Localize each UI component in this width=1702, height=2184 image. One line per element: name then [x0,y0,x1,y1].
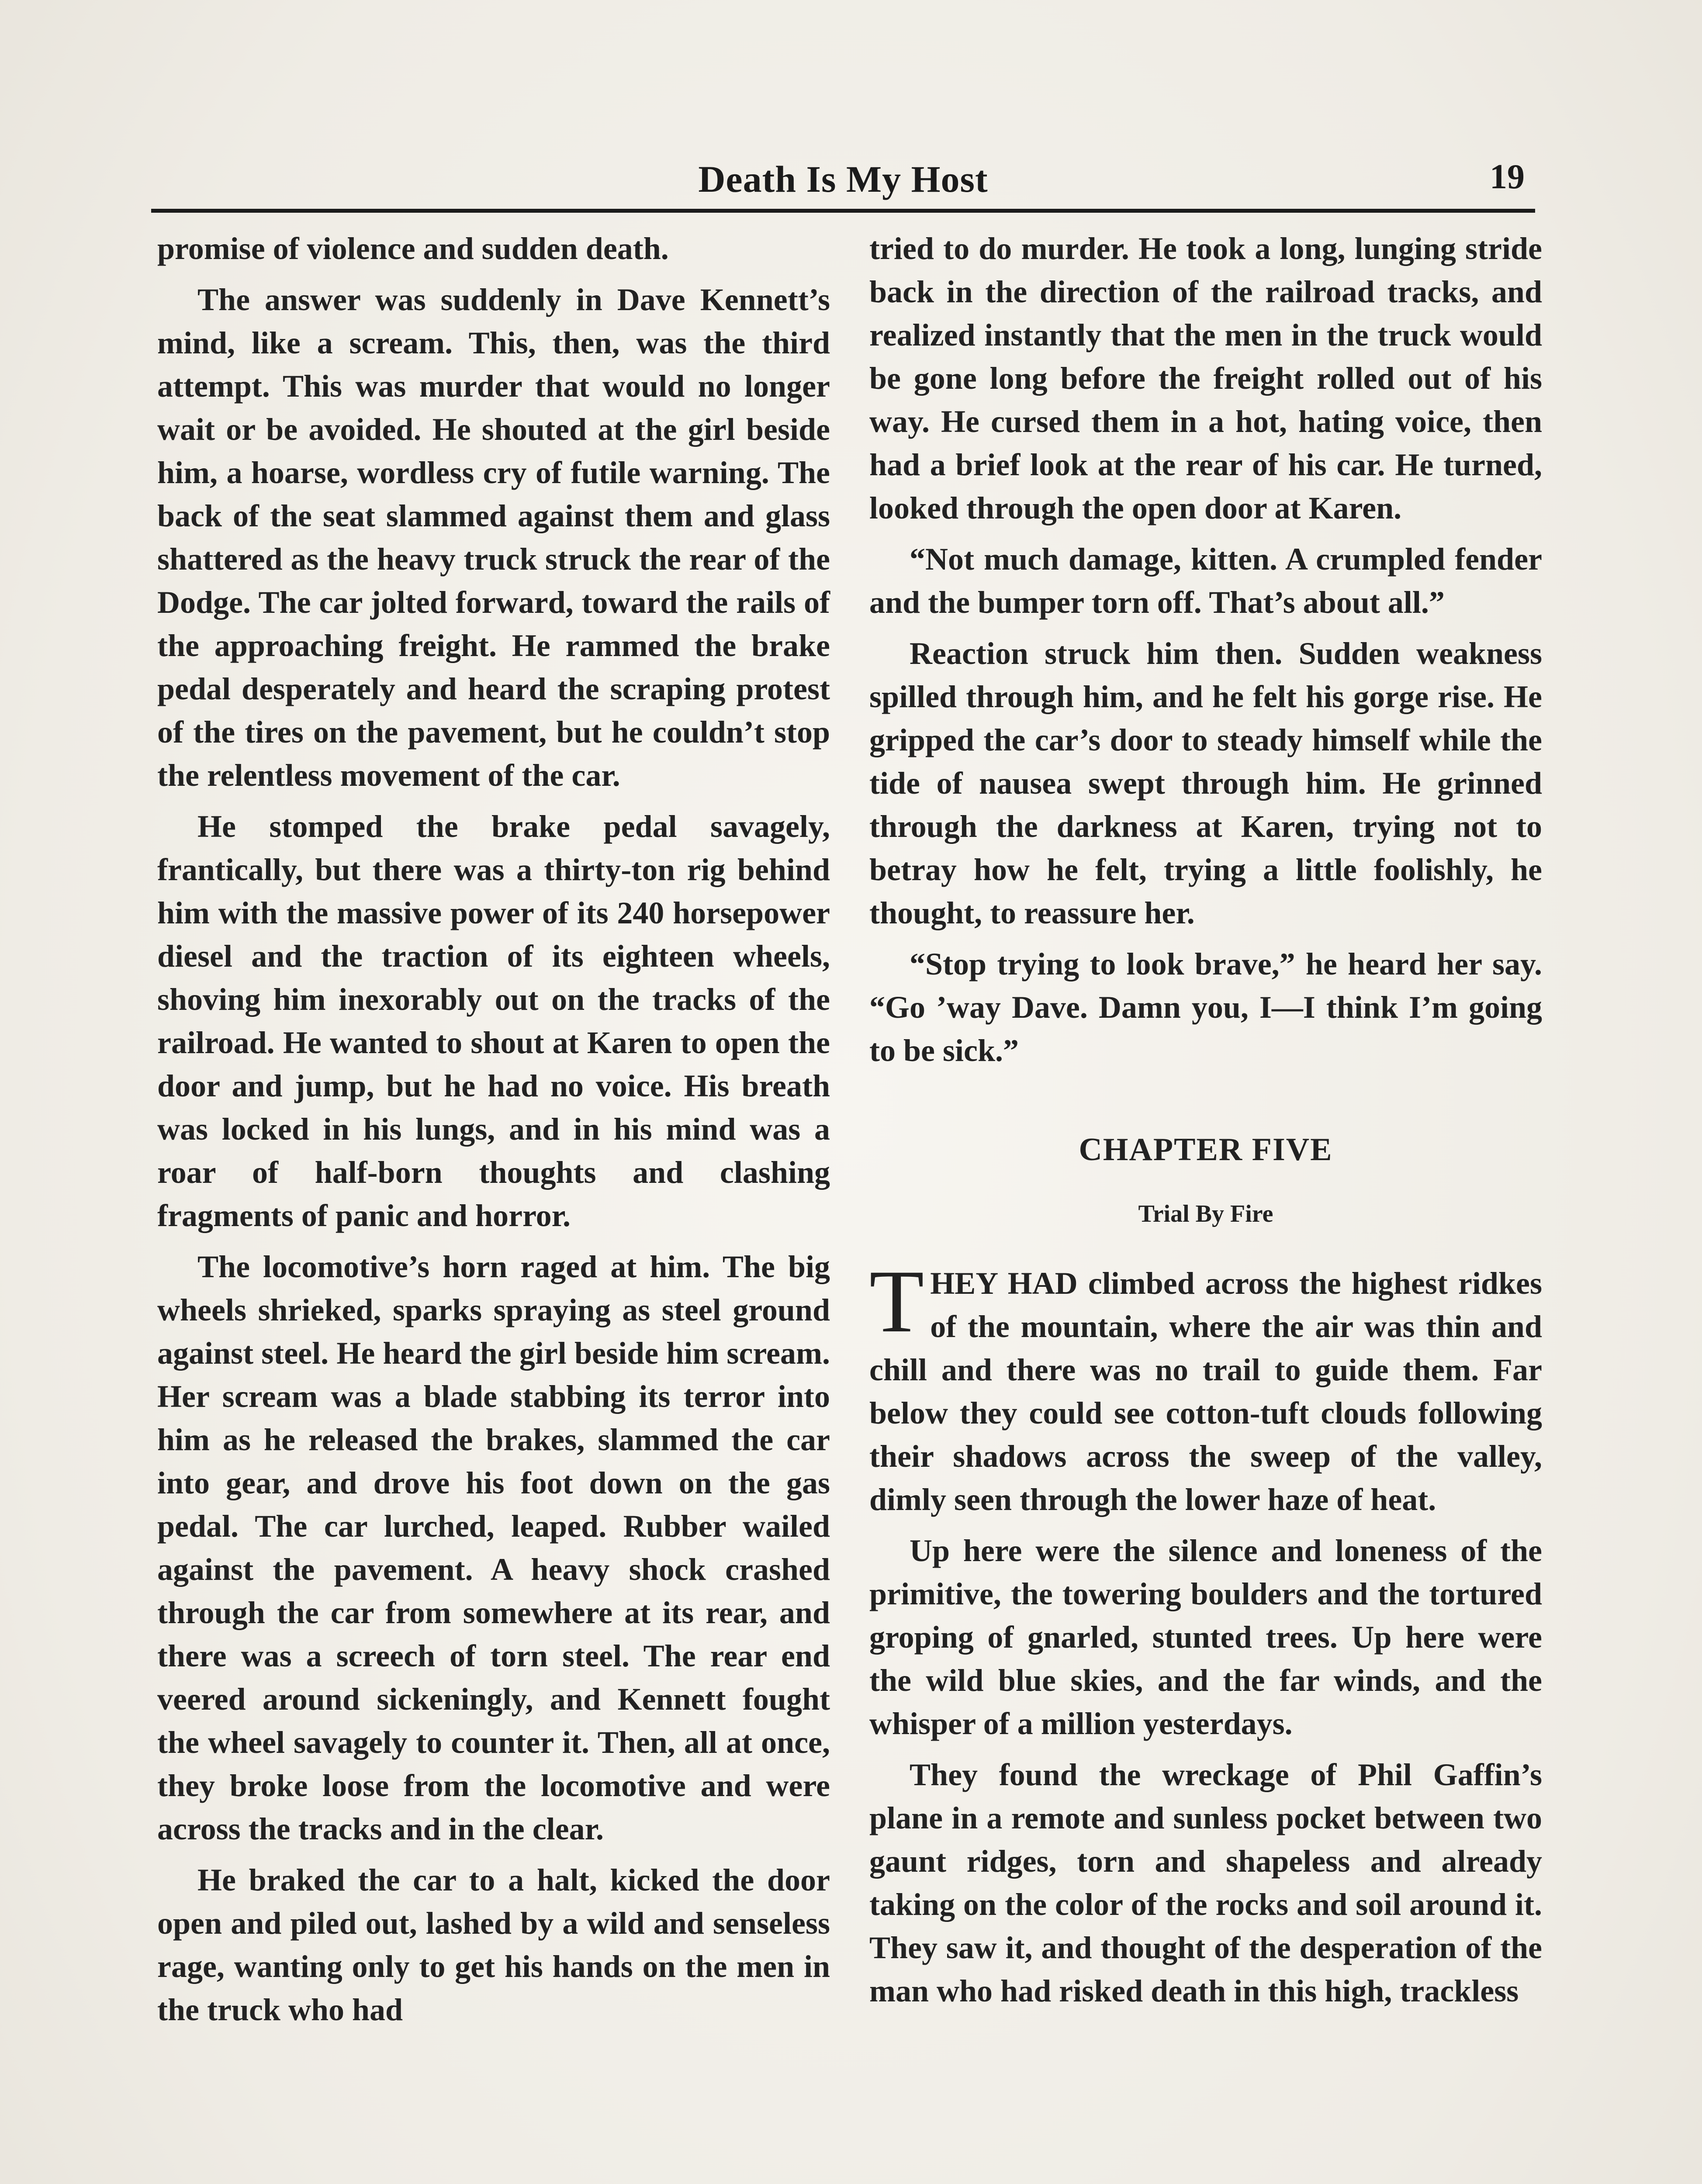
chapter-heading: CHAPTER FIVE [1079,1132,1333,1168]
paragraph: They found the wreckage of Phil Gaffin’s plane in a remote and sunless pocket between two gaunt ridges, torn and shapeless and already taking on the color of the rocks and soil around it. They saw it, and thought of the desperation of the man who had risked death in this high, trackless [869,1757,1542,2008]
paragraph: “Not much damage, kitten. A crumpled fender and the bumper torn off. That’s about all.” [869,542,1542,620]
chapter-subtitle: Trial By Fire [1138,1200,1273,1227]
running-head [151,157,1535,205]
paragraph: promise of violence and sudden death. [157,231,669,266]
running-title: Death Is My Host [698,158,988,200]
paragraph: The locomotive’s horn raged at him. The big wheels shrieked, sparks spraying as steel ground against steel. He heard the girl beside him scream. Her scream was a blade stabbing its terror into him as he released the brakes, slammed the car into gear, and drove his foot down on the gas pedal. The car lurched, leaped. Rubber wailed against the pavement. A heavy shock crashed through the car from somewhere at its rear, and there was a screech of torn steel. The rear end veered around sickeningly, and Kennett fought the wheel savagely to counter it. Then, all at once, they broke loose from the locomotive and were across the tracks and in the clear. [157,1249,830,1846]
paragraph: tried to do murder. He took a long, lunging stride back in the direction of the railroad tracks, and realized instantly that the men in the truck would be gone long before the freight rolled out of his way. He cursed them in a hot, hating voice, then had a brief look at the rear of his car. He turned, looked through the open door at Karen. [869,231,1542,525]
paragraph: “Stop trying to look brave,” he heard her say. “Go ’way Dave. Damn you, I—I think I’m going to be sick.” [869,947,1542,1068]
paragraph: The answer was suddenly in Dave Kennett’s mind, like a scream. This, then, was the third attempt. This was murder that would no longer wait or be avoided. He shouted at the girl beside him, a hoarse, wordless cry of futile warning. The back of the seat slammed against them and glass shattered as the heavy truck struck the rear of the Dodge. The car jolted forward, toward the rails of the approaching freight. He rammed the brake pedal desperately and heard the scraping protest of the tires on the pavement, but he couldn’t stop the relentless movement of the car. [157,282,830,793]
paragraph: Reaction struck him then. Sudden weakness spilled through him, and he felt his gorge rise. He gripped the car’s door to steady himself while the tide of nausea swept through him. He grinned through the darkness at Karen, trying not to betray how he felt, trying a little foolishly, he thought, to reassure her. [869,636,1542,930]
drop-cap: T [869,1252,924,1351]
paragraph: He stomped the brake pedal savagely, frantically, but there was a thirty-ton rig behind him with the massive power of its 240 horsepower diesel and the traction of its eighteen wheels, shoving him inexorably out on the tracks of the railroad. He wanted to shout at Karen to open the door and jump, but he had no voice. His breath was locked in his lungs, and in his mind was a roar of half-born thoughts and clashing fragments of panic and horror. [157,809,830,1233]
page-number: 19 [1490,158,1525,196]
chapter-opening-text: HEY HAD climbed across the highest ridkes of the mountain, where the air was thin and chill and there was no trail to guide them. Far below they could see cotton-tuft clouds following their shadows across the sweep of the valley, dimly seen through the lower haze of heat. [869,1266,1542,1517]
chapter-opening-paragraph [869,1252,1542,1521]
left-column [157,227,830,2039]
header-rule [151,209,1535,213]
paragraph: Up here were the silence and loneness of the primitive, the towering boulders and the tortured groping of gnarled, stunted trees. Up here were the wild blue skies, and the far winds, and the whisper of a million yesterdays. [869,1533,1542,1741]
right-column [869,227,1542,2021]
paragraph: He braked the car to a halt, kicked the door open and piled out, lashed by a wild and senseless rage, wanting only to get his hands on the men in the truck who had [157,1863,830,2027]
